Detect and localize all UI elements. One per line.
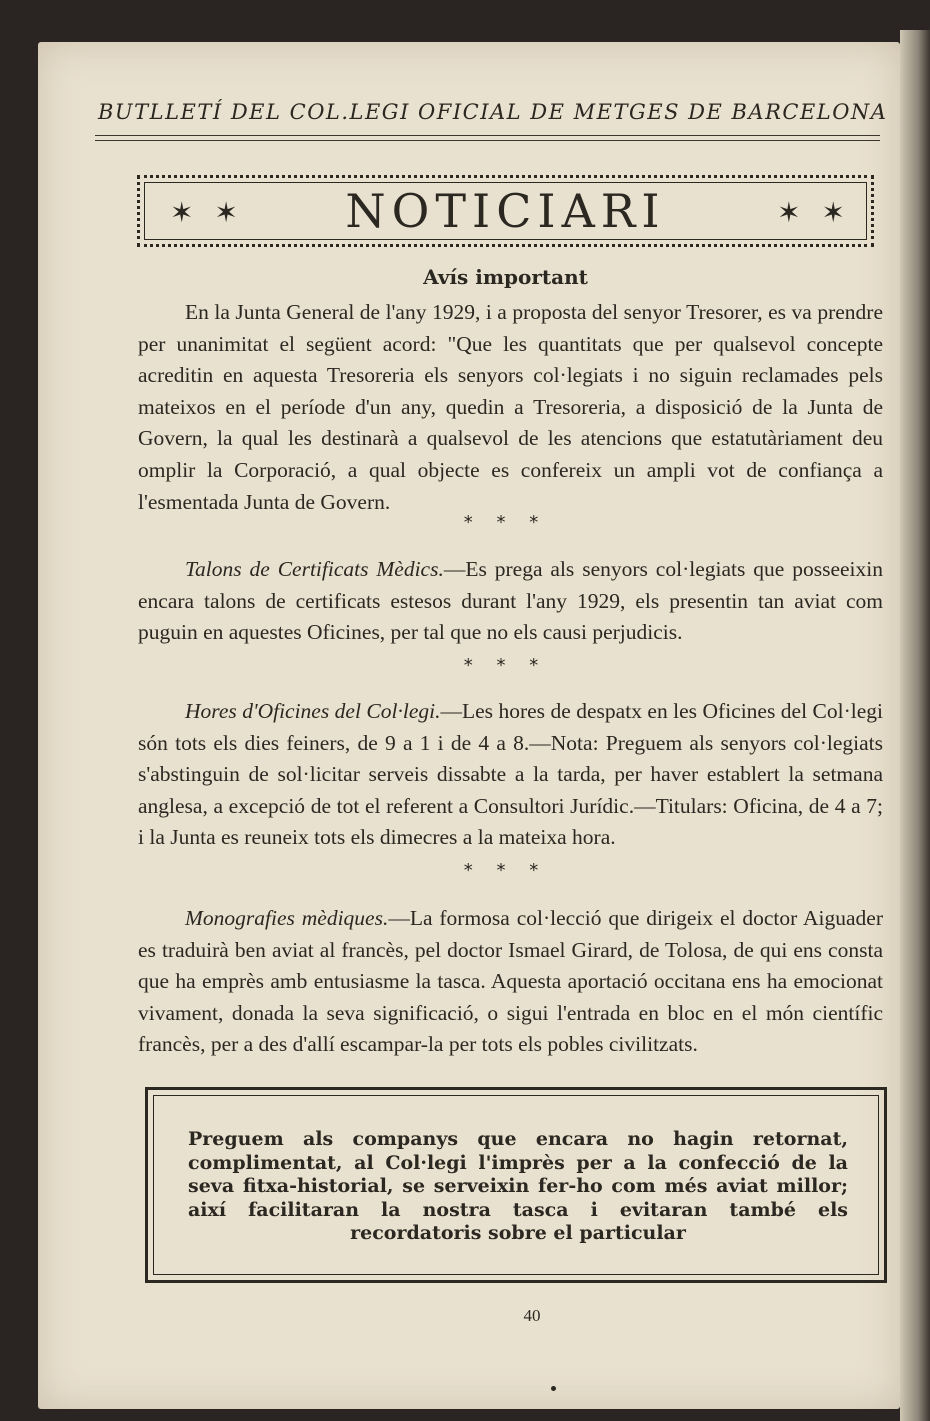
section-title-box xyxy=(137,175,874,247)
paragraph-junta-general xyxy=(138,297,883,518)
separator: * * * xyxy=(463,655,548,676)
paragraph-text: —La formosa col·lecció que dirigeix el doctor Aiguader es traduirà ben aviat al francès, pel doctor Ismael Girard, de Tolosa, de qui ens consta que ha emprès amb entusiasme la tasca. Aquesta aportació occitana ens ha emocionat vivament, donada la seva significació, o sigui l'entrada en bloc en el món científic francès, per a des d'allí escampar-la per tots els pobles civilitzats. xyxy=(138,906,883,1057)
printing-dot xyxy=(551,1386,556,1391)
header-rule-thin xyxy=(95,140,880,141)
star-ornament-left: ✶ ✶ xyxy=(170,196,244,229)
notice-text: Preguem als companys que encara no hagin retornat, complimentat, al Col·legi l'imprès per a la confecció de la seva fitxa-historial, se serveixin fer-ho com més aviat millor; així facilitaran la nostra tasca i evitaran també els recordatoris sobre el particular xyxy=(188,1128,848,1244)
separator: * * * xyxy=(463,512,548,533)
notice-heading: Avís important xyxy=(423,265,588,289)
paragraph-lead: Talons de Certificats Mèdics. xyxy=(185,557,444,581)
star-ornament-right: ✶ ✶ xyxy=(777,196,851,229)
section-title: NOTICIARI xyxy=(345,184,666,238)
page-number: 40 xyxy=(523,1306,541,1325)
paragraph-text: —Les hores de despatx en les Oficines del Col·legi són tots els dies feiners, de 9 a 1 i de 4 a 8.—Nota: Preguem als senyors col·legiats s'abstinguin de sol·licitar serveis dissabte a la tarda, per haver establert la setmana anglesa, a excepció de tot el referent a Consultori Jurídic.—Titulars: Oficina, de 4 a 7; i la Junta es reuneix tots els dimecres a la mateixa hora. xyxy=(138,699,883,850)
notice-box xyxy=(145,1087,887,1283)
paragraph-text: En la Junta General de l'any 1929, i a proposta del senyor Tresorer, es va prendre per unanimitat el següent acord: "Que les quantitats que per qualsevol concepte acreditin en aquesta Tresoreria els senyors col·legiats i no siguin reclamades pels mateixos en el període d'un any, quedin a Tresoreria, a disposició de la Junta de Govern, la qual les destinarà a qualsevol de les atencions que estatutàriament deu omplir la Corporació, a qual objecte es confereix un ampli vot de confiança a l'esmentada Junta de Govern. xyxy=(138,300,883,514)
paragraph-lead: Monografies mèdiques. xyxy=(185,906,389,930)
paragraph-text: —Es prega als senyors col·legiats que posseeixin encara talons de certificats estesos durant l'any 1929, els presentin tan aviat com puguin en aquestes Oficines, per tal que no els causi perjudicis. xyxy=(138,557,883,645)
header-rule xyxy=(95,135,880,136)
page-edge xyxy=(900,30,930,1421)
paragraph-hores xyxy=(138,696,883,854)
paragraph-monografies xyxy=(138,903,883,1061)
paragraph-lead: Hores d'Oficines del Col·legi. xyxy=(185,699,441,723)
paragraph-talons xyxy=(138,554,883,649)
separator: * * * xyxy=(463,860,548,881)
running-header: BUTLLETÍ DEL COL.LEGI OFICIAL DE METGES DE BARCELONA xyxy=(98,100,888,124)
